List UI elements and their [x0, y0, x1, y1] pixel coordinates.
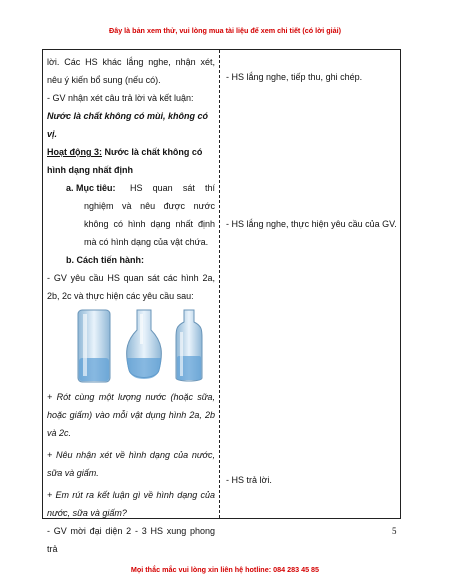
preview-banner: Đây là bản xem thử, vui lòng mua tài liệu để xem chi tiết (có lời giải) — [109, 26, 341, 35]
goal-text: HS quan sát thí nghiệm và nêu được nước không có hình dạng nhất định mà có hình dạng của vật chứa. — [84, 183, 215, 247]
jar-2a-image — [75, 308, 113, 384]
student-note-2: - HS lắng nghe, thực hiện yêu cầu của GV. — [226, 219, 397, 229]
method-heading: b. Cách tiến hành: — [66, 255, 145, 265]
figure-vessels — [47, 308, 215, 384]
activity-heading — [47, 143, 215, 179]
activity-title: Nước là chất không có hình dạng nhất định — [47, 147, 203, 175]
bullet-pour: + Rót cùng một lượng nước (hoặc sữa, hoặc giấm) vào mỗi vật dụng hình 2a, 2b và 2c. — [47, 392, 215, 438]
column-divider — [219, 50, 221, 518]
paragraph-conclusion-intro: - GV nhận xét câu trả lời và kết luận: — [47, 93, 194, 103]
flask-2b-image — [123, 308, 165, 384]
conclusion-text: Nước là chất không có mùi, không có vị. — [47, 111, 208, 139]
teacher-column — [47, 53, 215, 558]
goal-label: a. Mục tiêu: — [66, 183, 116, 193]
hotline-banner: Mọi thắc mắc vui lòng xin liên hệ hotline: 084 283 45 85 — [130, 565, 320, 574]
paragraph-invite: - GV mời đại diện 2 - 3 HS xung phong trả — [47, 526, 215, 554]
page-number: 5 — [392, 526, 397, 536]
activity-label: Hoạt động 3: — [47, 147, 102, 157]
bottle-2c-image — [173, 308, 205, 384]
bullet-conclude: + Em rút ra kết luận gì về hình dạng của nước, sữa và giấm? — [47, 490, 215, 518]
paragraph-request: - GV yêu cầu HS quan sát các hình 2a, 2b, 2c và thực hiện các yêu cầu sau: — [47, 273, 215, 301]
student-note-3: - HS trả lời. — [226, 475, 272, 485]
paragraph-feedback: lời. Các HS khác lắng nghe, nhận xét, nêu ý kiến bổ sung (nếu có). — [47, 57, 215, 85]
lesson-table — [42, 49, 401, 554]
bullet-observe: + Nêu nhận xét về hình dạng của nước, sữa và giấm. — [47, 450, 215, 478]
student-note-1: - HS lắng nghe, tiếp thu, ghi chép. — [226, 72, 363, 82]
